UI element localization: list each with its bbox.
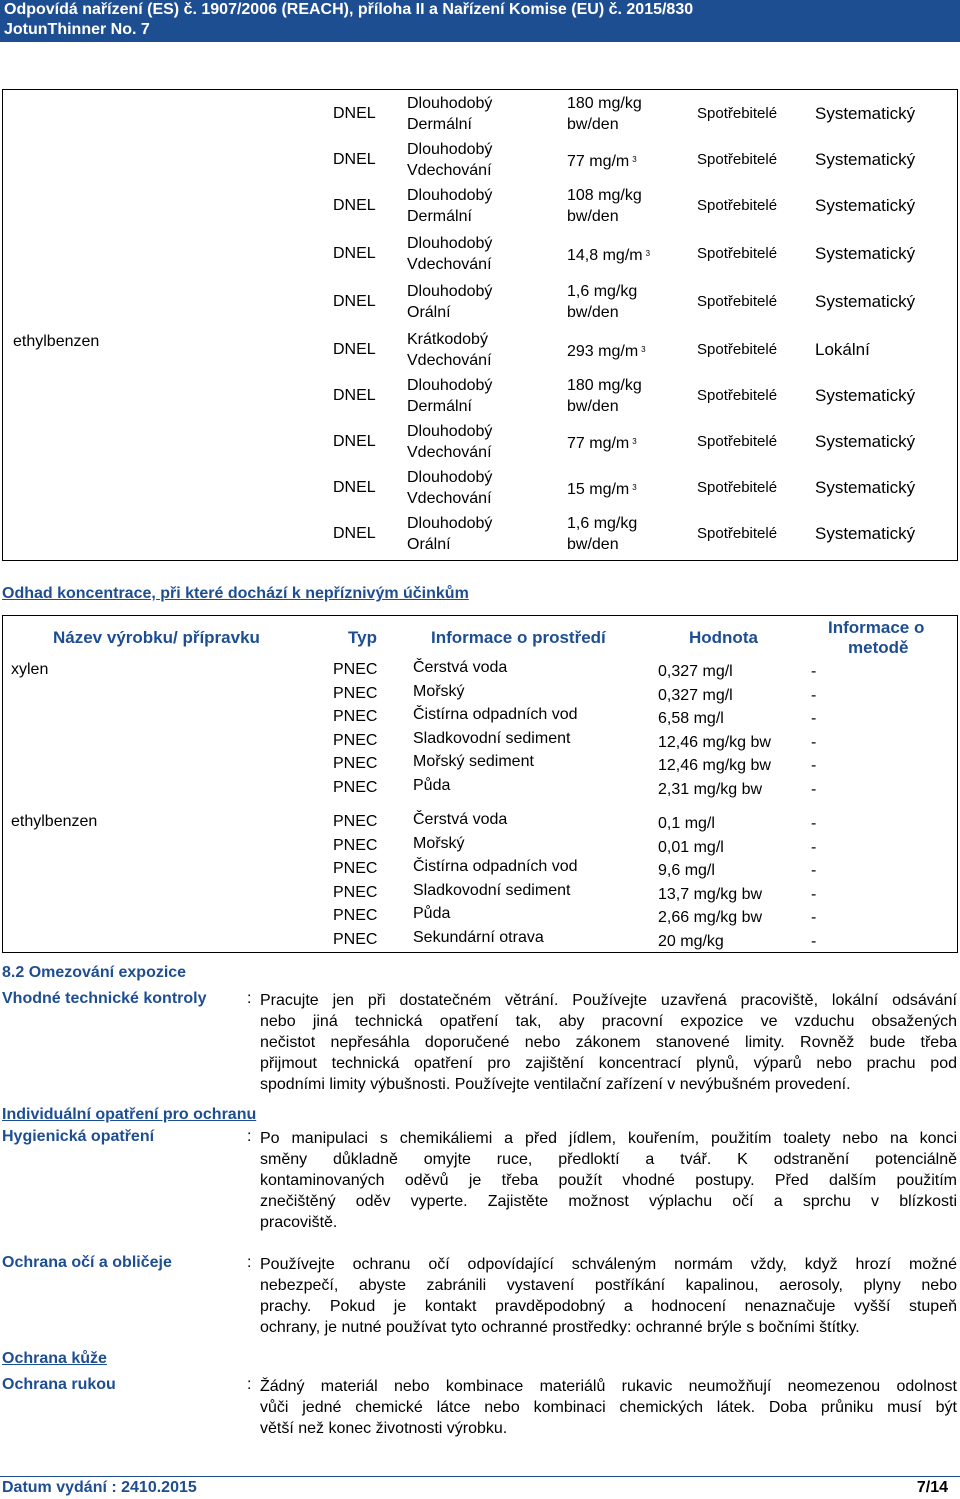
dnel-route: Dermální [407, 208, 472, 225]
pnec-environment: Mořský [413, 682, 465, 700]
pnec-row [3, 813, 957, 836]
pnec-value: 13,7 mg/kg bw [658, 885, 763, 903]
dnel-value: 1,6 mg/kg [567, 283, 638, 300]
colon: : [247, 1376, 252, 1393]
dnel-route: Orální [407, 304, 451, 321]
dnel-value-unit: bw/den [567, 116, 619, 133]
text-line: Pracujte jen při dostatečném větrání. Používejte uzavřená pracoviště, lokální odsávání [260, 992, 957, 1009]
dnel-population: Spotřebitelé [697, 151, 778, 168]
pnec-environment: Mořský [413, 834, 465, 852]
pnec-row [3, 682, 957, 708]
pnec-title: Odhad koncentrace, při které dochází k nepříznivým účinkům [2, 585, 469, 602]
pnec-method: - [811, 757, 817, 775]
pnec-type: PNEC [333, 836, 378, 854]
pnec-method: - [811, 815, 817, 832]
dnel-effect: Systematický [815, 524, 916, 543]
dnel-duration: Dlouhodobý [407, 515, 493, 532]
regulation-header: Odpovídá nařízení (ES) č. 1907/2006 (REACH), příloha II a Nařízení Komise (EU) č. 2015/830 [0, 0, 960, 20]
dnel-value-text: 293 mg/m [567, 343, 639, 360]
dnel-population: Spotřebitelé [697, 387, 778, 404]
dnel-population: Spotřebitelé [697, 105, 778, 122]
pnec-row [3, 907, 957, 930]
colon: : [247, 990, 252, 1007]
dnel-type: DNEL [333, 525, 376, 542]
dnel-value: 108 mg/kg [567, 187, 642, 204]
pnec-header-type: Typ [348, 628, 377, 647]
dnel-value-unit: bw/den [567, 208, 619, 225]
dnel-effect: Systematický [815, 478, 916, 497]
dnel-population: Spotřebitelé [697, 245, 778, 262]
dnel-route: Vdechování [407, 256, 492, 273]
pnec-method: - [811, 862, 817, 880]
dnel-route: Vdechování [407, 444, 492, 461]
skin-protection-label: Ochrana kůže [2, 1350, 107, 1367]
pnec-environment: Čerstvá voda [413, 811, 508, 828]
pnec-method: - [811, 838, 817, 856]
pnec-type: PNEC [333, 883, 378, 901]
dnel-route: Vdechování [407, 490, 492, 507]
dnel-duration: Dlouhodobý [407, 235, 493, 252]
text-line: Po manipulaci s chemikáliemi a před jídlem, kouřením, použitím toalety nebo na konci [260, 1130, 957, 1147]
pnec-method: - [811, 710, 817, 728]
pnec-environment: Čerstvá voda [413, 659, 508, 676]
text-line: směny důkladně omyjte ruce, předloktí a tvář. K odstranění potenciálně [260, 1151, 957, 1168]
dnel-value: 180 mg/kg [567, 95, 642, 112]
pnec-header-env: Informace o prostředí [431, 628, 606, 647]
hand-protection-label: Ochrana rukou [2, 1376, 116, 1393]
pnec-value: 0,327 mg/l [658, 663, 733, 680]
pnec-header-method-1: Informace o [828, 618, 925, 637]
dnel-value [567, 151, 637, 172]
dnel-population: Spotřebitelé [697, 479, 778, 496]
dnel-type: DNEL [333, 433, 376, 450]
dnel-value-unit: bw/den [567, 398, 619, 415]
pnec-method: - [811, 909, 817, 927]
pnec-type: PNEC [333, 731, 378, 749]
dnel-value-unit: bw/den [567, 536, 619, 553]
pnec-row [3, 931, 957, 954]
section-8-2-title: 8.2 Omezování expozice [2, 964, 187, 981]
dnel-type: DNEL [333, 197, 376, 214]
pnec-value: 2,31 mg/kg bw [658, 781, 763, 798]
dnel-effect: Systematický [815, 386, 916, 405]
dnel-population: Spotřebitelé [697, 293, 778, 310]
pnec-row [3, 661, 957, 684]
pnec-value: 2,66 mg/kg bw [658, 909, 763, 927]
dnel-duration: Dlouhodobý [407, 95, 493, 112]
pnec-environment: Sladkovodní sediment [413, 881, 571, 899]
pnec-type: PNEC [333, 708, 378, 726]
pnec-environment: Půda [413, 777, 451, 794]
dnel-value-text: 15 mg/m [567, 481, 630, 498]
dnel-route: Vdechování [407, 162, 492, 179]
dnel-duration: Dlouhodobý [407, 377, 493, 394]
dnel-type: DNEL [333, 105, 376, 122]
dnel-value [567, 479, 637, 500]
text-line: prachy. Pokud je kontakt pravděpodobný a hodnocení nenaznačuje vyšší stupeň [260, 1298, 957, 1315]
pnec-environment: Půda [413, 905, 451, 923]
pnec-substance: ethylbenzen [11, 813, 98, 830]
dnel-type: DNEL [333, 293, 376, 310]
dnel-duration: Dlouhodobý [407, 141, 493, 158]
pnec-method: - [811, 663, 817, 680]
colon: : [247, 1254, 252, 1271]
dnel-effect: Systematický [815, 196, 916, 215]
pnec-type: PNEC [333, 813, 378, 830]
dnel-duration: Dlouhodobý [407, 187, 493, 204]
pnec-row [3, 708, 957, 731]
dnel-value-text: 14,8 mg/m [567, 247, 643, 264]
pnec-row [3, 729, 957, 755]
text-line: přijmout technická opatření pro zajištění koncentrací plynů, výparů nebo prachu pod [260, 1055, 957, 1072]
pnec-method: - [811, 885, 817, 903]
dnel-population: Spotřebitelé [697, 197, 778, 214]
text-line: Žádný materiál nebo kombinace materiálů rukavic neumožňují neomezenou odolnost [260, 1378, 957, 1395]
pnec-value: 0,327 mg/l [658, 686, 733, 704]
dnel-duration: Dlouhodobý [407, 423, 493, 440]
dnel-effect: Systematický [815, 244, 916, 263]
dnel-substance: ethylbenzen [13, 333, 100, 350]
text-line: ochrany, je nutné používat tyto ochranné prostředky: ochranné brýle s bočními štítky. [260, 1319, 860, 1336]
pnec-environment: Mořský sediment [413, 753, 534, 771]
dnel-effect: Systematický [815, 150, 916, 169]
hygiene-label: Hygienická opatření [2, 1128, 155, 1145]
pnec-value: 20 mg/kg [658, 933, 724, 950]
superscript: 3 [645, 249, 651, 258]
dnel-effect: Systematický [815, 432, 916, 451]
dnel-type: DNEL [333, 479, 376, 496]
colon: : [247, 1128, 252, 1145]
pnec-type: PNEC [333, 684, 378, 702]
text-line: vůči jedné chemické látce nebo kombinaci chemických látek. Doba průniku musí být [260, 1399, 957, 1416]
dnel-value-text: 77 mg/m [567, 153, 630, 170]
pnec-value: 0,1 mg/l [658, 815, 715, 832]
dnel-value-text: 77 mg/m [567, 435, 630, 452]
pnec-row [3, 779, 957, 802]
pnec-table [2, 615, 958, 953]
hand-protection-text [260, 1376, 957, 1439]
text-line: nebo jiná technická opatření tak, aby pracovní expozice ve vzduchu obsažených [260, 1013, 957, 1030]
pnec-type: PNEC [333, 907, 378, 925]
dnel-route: Dermální [407, 116, 472, 133]
pnec-type: PNEC [333, 860, 378, 878]
dnel-effect: Systematický [815, 292, 916, 311]
pnec-method: - [811, 933, 817, 950]
dnel-route: Dermální [407, 398, 472, 415]
dnel-value [567, 245, 650, 266]
pnec-value: 6,58 mg/l [658, 710, 724, 728]
superscript: 3 [641, 345, 646, 354]
pnec-value: 12,46 mg/kg bw [658, 733, 771, 751]
dnel-table [2, 89, 958, 561]
dnel-duration: Dlouhodobý [407, 469, 493, 486]
pnec-type: PNEC [333, 931, 378, 948]
text-line: nebezpečí, abyste zabránili vystavení postříkání kapalinou, aerosoly, plyny nebo [260, 1277, 957, 1294]
pnec-type: PNEC [333, 661, 378, 678]
pnec-environment: Čistírna odpadních vod [413, 706, 578, 724]
dnel-population: Spotřebitelé [697, 525, 778, 542]
dnel-duration: Dlouhodobý [407, 283, 493, 300]
pnec-value: 9,6 mg/l [658, 862, 715, 880]
pnec-substance: xylen [11, 661, 49, 678]
dnel-type: DNEL [333, 387, 376, 404]
pnec-header-method-2: metodě [848, 638, 909, 657]
eye-protection-text [260, 1254, 957, 1338]
pnec-type: PNEC [333, 755, 378, 773]
hygiene-text [260, 1128, 957, 1233]
dnel-effect: Lokální [815, 340, 870, 359]
pnec-method: - [811, 781, 817, 798]
superscript: 3 [632, 437, 637, 446]
pnec-environment: Čistírna odpadních vod [413, 858, 578, 876]
eye-protection-label: Ochrana očí a obličeje [2, 1254, 172, 1271]
dnel-value [567, 341, 646, 362]
pnec-method: - [811, 686, 817, 704]
text-line: větší než konec životnosti výrobku. [260, 1420, 508, 1437]
pnec-value: 12,46 mg/kg bw [658, 757, 771, 775]
engineering-controls-text [260, 990, 957, 1095]
superscript: 3 [632, 155, 637, 164]
individual-protection-title: Individuální opatření pro ochranu [2, 1106, 257, 1123]
dnel-population: Spotřebitelé [697, 433, 778, 450]
dnel-effect: Systematický [815, 104, 916, 123]
dnel-value-unit: bw/den [567, 304, 619, 321]
dnel-type: DNEL [333, 245, 376, 262]
pnec-value: 0,01 mg/l [658, 838, 724, 856]
text-line: kontaminovaných oděvů je třeba použít vhodné postupy. Před dalším použitím [260, 1172, 957, 1189]
pnec-row [3, 860, 957, 883]
issue-date: Datum vydání : 2410.2015 [2, 1479, 197, 1496]
pnec-environment: Sladkovodní sediment [413, 729, 571, 747]
pnec-type: PNEC [333, 779, 378, 796]
dnel-population: Spotřebitelé [697, 341, 778, 358]
dnel-value: 180 mg/kg [567, 377, 642, 394]
page-number: 7/14 [916, 1479, 948, 1496]
text-line: nečistot nepřesáhla doporučené nebo zákonem stanovené limity. Rovněž bude třeba [260, 1034, 957, 1051]
dnel-value: 1,6 mg/kg [567, 515, 638, 532]
dnel-type: DNEL [333, 151, 376, 168]
pnec-header-name: Název výrobku/ přípravku [53, 628, 260, 647]
product-header: JotunThinner No. 7 [0, 20, 960, 42]
dnel-duration: Krátkodobý [407, 331, 488, 348]
pnec-environment: Sekundární otrava [413, 929, 544, 946]
dnel-route: Orální [407, 536, 451, 553]
pnec-row [3, 881, 957, 907]
dnel-value [567, 433, 637, 454]
pnec-header-value: Hodnota [689, 628, 758, 647]
text-line: znečištěný oděv vyperte. Zajistěte možnost výplachu očí a sprchu v blízkosti [260, 1193, 957, 1210]
pnec-method: - [811, 733, 817, 751]
text-line: Používejte ochranu očí odpovídající schváleným normám vždy, když hrozí možné [260, 1256, 957, 1273]
text-line: pracoviště. [260, 1214, 338, 1231]
superscript: 3 [632, 483, 637, 492]
engineering-controls-label: Vhodné technické kontroly [2, 990, 207, 1007]
pnec-row [3, 755, 957, 778]
text-line: spodními limity výbušnosti. Používejte ventilační zařízení v nevýbušném provedení. [260, 1076, 851, 1093]
pnec-row [3, 834, 957, 860]
dnel-route: Vdechování [407, 352, 492, 369]
dnel-type: DNEL [333, 341, 376, 358]
